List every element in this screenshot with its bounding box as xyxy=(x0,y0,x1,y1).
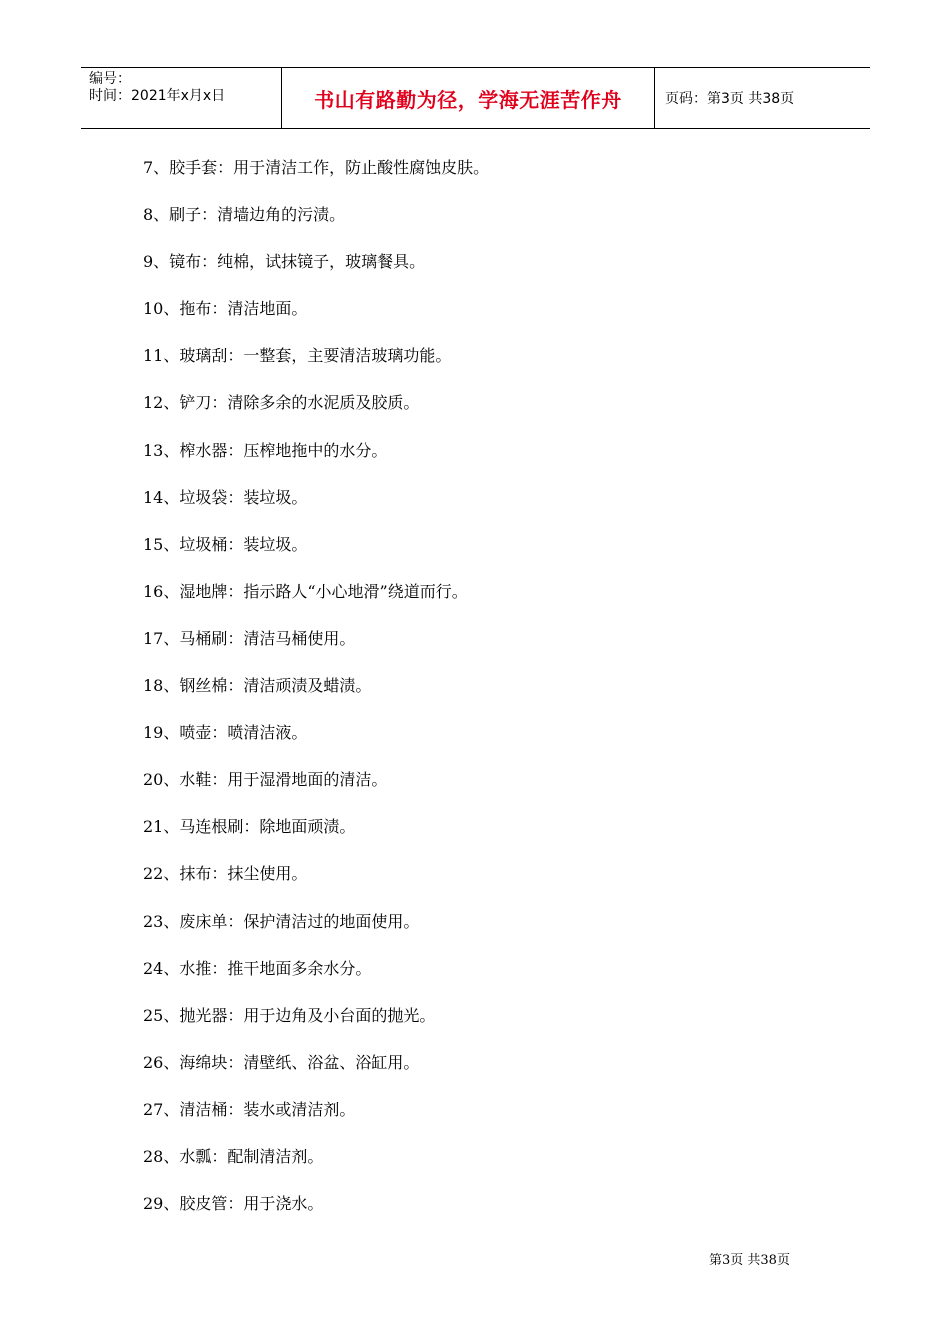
list-item: 28、水瓢：配制清洁剂。 xyxy=(143,1146,324,1166)
list-item: 26、海绵块：清壁纸、浴盆、浴缸用。 xyxy=(143,1052,420,1072)
list-item: 14、垃圾袋：装垃圾。 xyxy=(143,487,308,507)
list-item: 9、镜布：纯棉，试抹镜子，玻璃餐具。 xyxy=(143,252,426,272)
page-header xyxy=(81,67,870,129)
list-item: 8、刷子：清墙边角的污渍。 xyxy=(143,205,346,225)
header-motto: 书山有路勤为径，学海无涯苦作舟 xyxy=(282,68,655,128)
list-item: 13、榨水器：压榨地拖中的水分。 xyxy=(143,440,388,460)
list-item: 17、马桶刷：清洁马桶使用。 xyxy=(143,628,356,648)
list-item: 23、废床单：保护清洁过的地面使用。 xyxy=(143,911,420,931)
list-item: 22、抹布：抹尘使用。 xyxy=(143,864,308,884)
list-item: 12、铲刀：清除多余的水泥质及胶质。 xyxy=(143,393,420,413)
list-item: 20、水鞋：用于湿滑地面的清洁。 xyxy=(143,770,388,790)
list-item: 16、湿地牌：指示路人“小心地滑”绕道而行。 xyxy=(143,581,468,601)
list-item: 19、喷壶：喷清洁液。 xyxy=(143,723,308,743)
list-item: 11、玻璃刮：一整套，主要清洁玻璃功能。 xyxy=(143,346,452,366)
number-label: 编号： xyxy=(89,71,131,87)
list-item: 29、胶皮管：用于浇水。 xyxy=(143,1194,324,1214)
list-item: 15、垃圾桶：装垃圾。 xyxy=(143,534,308,554)
list-item: 24、水推：推干地面多余水分。 xyxy=(143,958,372,978)
header-page-info: 页码：第3页 共38页 xyxy=(665,91,795,107)
list-item: 10、拖布：清洁地面。 xyxy=(143,299,308,319)
tool-list xyxy=(143,153,843,1236)
list-item: 21、马连根刷：除地面顽渍。 xyxy=(143,817,356,837)
list-item: 25、抛光器：用于边角及小台面的抛光。 xyxy=(143,1005,436,1025)
list-item: 7、胶手套：用于清洁工作，防止酸性腐蚀皮肤。 xyxy=(143,158,490,177)
list-item: 18、钢丝棉：清洁顽渍及蜡渍。 xyxy=(143,676,372,696)
header-meta-cell xyxy=(81,68,282,128)
date-label: 时间：2021年x月x日 xyxy=(89,88,226,104)
list-item: 27、清洁桶：装水或清洁剂。 xyxy=(143,1099,356,1119)
page-footer: 第3页 共38页 xyxy=(709,1253,790,1268)
